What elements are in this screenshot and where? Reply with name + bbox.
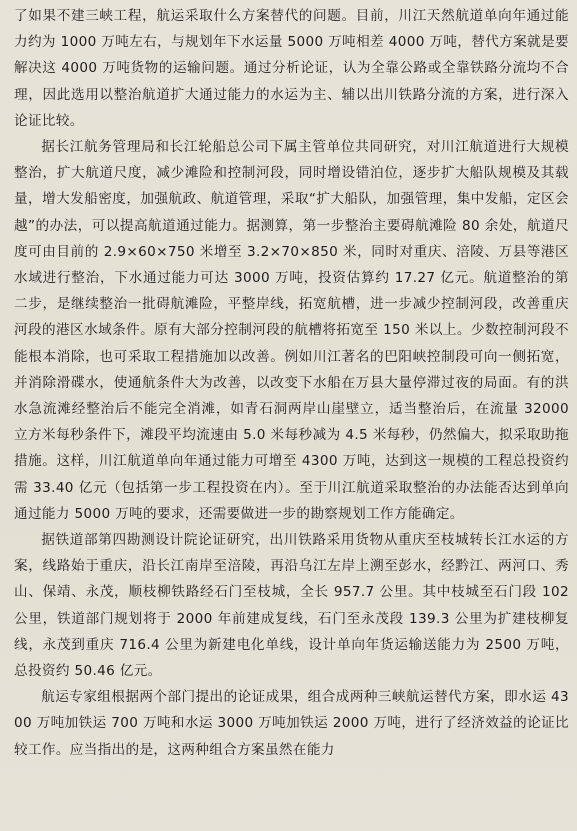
- paragraph-3: 据铁道部第四勘测设计院论证研究，出川铁路采用货物从重庆至枝城转长江水运的方案，线路始于重庆，沿长江南岸至涪陵，再沿乌江左岸上溯至彭水，经黔江、两河口、秀山、保靖、永茂，顺枝柳铁路经石门至枝城，全长 957.7 公里。其中枝城至石门段 102 公里，铁道部门规划将于 2000 年前建成复线，石门至永茂段 139.3 公里为扩建枝柳复线，永茂到重庆 716.4 公里为新建电化单线，设计单向年货运输送能力为 2500 万吨，总投资约 50.46 亿元。: [14, 532, 569, 680]
- paragraph-1: 了如果不建三峡工程，航运采取什么方案替代的问题。目前，川江天然航道单向年通过能力约为 1000 万吨左右，与规划年下水运量 5000 万吨相差 4000 万吨，替代方案就是要解决这 4000 万吨货物的运输问题。通过分析论证，认为全靠公路或全靠铁路分流均不合理，因此选用以整治航道扩大通过能力的水运为主、辅以出川铁路分流的方案，进行深入论证比较。: [14, 8, 569, 129]
- paragraph-2: 据长江航务管理局和长江轮船总公司下属主管单位共同研究，对川江航道进行大规模整治，扩大航道尺度，减少滩险和控制河段，同时增设错泊位，逐步扩大船队规模及其载量，增大发船密度，加强航政、航道管理，采取“扩大船队，加强管理，集中发船，定区会越”的办法，可以提高航道通过能力。据测算，第一步整治主要碍航滩险 80 余处，航道尺度可由目前的 2.9×60×750 米增至 3.2×70×850 米，同时对重庆、涪陵、万县等港区水域进行整治，下水通过能力可达 3000 万吨，投资估算约 17.27 亿元。航道整治的第二步，是继续整治一批碍航滩险，平整岸线，拓宽航槽，进一步减少控制河段，改善重庆河段的港区水域条件。原有大部分控制河段的航槽将拓宽至 150 米以上。少数控制河段不能根本消除，也可采取工程措施加以改善。例如川江著名的巴阳峡控制段可向一侧拓宽，并消除滑碟水，使通航条件大为改善，以改变下水船在万县大量停滞过夜的局面。有的洪水急流滩经整治后不能完全消滩，如青石洞两岸山崖壁立，适当整治后，在流量 32000 立方米每秒条件下，滩段平均流速由 5.0 米每秒减为 4.5 米每秒，仍然偏大，拟采取助拖措施。这样，川江航道单向年通过能力可增至 4300 万吨，达到这一规模的工程总投资约需 33.40 亿元（包括第一步工程投资在内）。至于川江航道采取整治的办法能否达到单向通过能力 5000 万吨的要求，还需要做进一步的勘察规划工作方能确定。: [14, 139, 569, 522]
- paragraph-4: 航运专家组根据两个部门提出的论证成果，组合成两种三峡航运替代方案，即水运 4300 万吨加铁运 700 万吨和水运 3000 万吨加铁运 2000 万吨，进行了经济效益的论证比较工作。应当指出的是，这两种组合方案虽然在能力: [14, 689, 569, 758]
